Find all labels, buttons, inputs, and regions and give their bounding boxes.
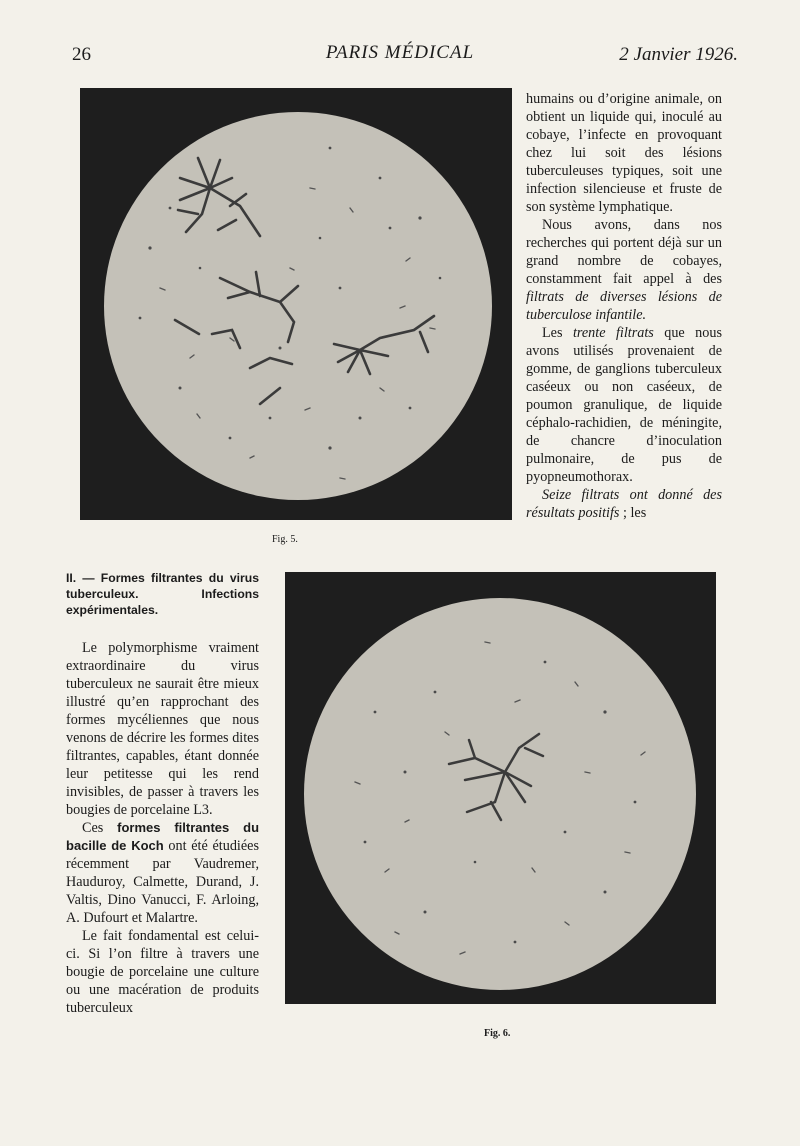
section-heading: II. — Formes filtrantes du virus tuberculeux. Infections expérimentales. [66, 571, 259, 617]
left-column-text [66, 570, 259, 1017]
page-number: 26 [72, 44, 91, 65]
figure-6-micrograph [285, 572, 716, 1004]
text-run: Ces [82, 820, 118, 836]
paragraph [526, 486, 722, 522]
paragraph [66, 819, 259, 927]
journal-title: PARIS MÉDICAL [325, 42, 475, 63]
text-run: ont été étudiées récemment par Vaudremer, Hauduroy, Calmette, Durand, J. Valtis, Dino Vanucci, F. Arloing, A. Dufourt et Malartre. [66, 838, 259, 926]
right-column-text [526, 90, 722, 522]
issue-date: 2 Janvier 1926. [619, 44, 738, 65]
figure-5-micrograph [80, 88, 512, 520]
bold-text: formes filtrantes du bacille de Koch [66, 820, 260, 853]
italic-text: Seize filtrats ont donné des résultats positifs [526, 487, 722, 521]
text-run: que nous avons utilisés provenaient de gomme, de ganglions tuberculeux caséeux ou non caséeux, de poumon granulique, de liquide céphalo-rachidien, de méningite, de chancre d’inoculation pulmonaire, de pus de pyopneumothorax. [526, 325, 722, 485]
paragraph: humains ou d’origine animale, on obtient un liquide qui, inoculé au cobaye, l’infecte en provoquant chez lui soit des lésions tuberculeuses typiques, soit une infection silencieuse et fruste de son système lymphatique. [526, 91, 722, 215]
figure-6-caption: Fig. 6. [484, 1028, 511, 1039]
italic-text: trente filtrats [572, 325, 654, 341]
running-head [0, 42, 800, 72]
text-run: Nous avons, dans nos recherches qui portent déjà sur un grand nombre de cobayes, constamment fait appel à des [526, 217, 722, 287]
micrograph-fig5-graphic [80, 88, 512, 520]
paragraph [526, 216, 722, 324]
paragraph: Le fait fondamental est celui-ci. Si l’on filtre à travers une bougie de porcelaine une culture ou une macération de produits tuberculeux [66, 928, 259, 1016]
paragraph: Le polymorphisme vraiment extraordinaire du virus tuberculeux ne saurait être mieux illustré qu’en rapprochant des formes mycéliennes que nous venons de décrire les formes dites filtrantes, capables, étant donnée leur petitesse qui les rend invisibles, de passer à travers les bougies de porcelaine L3. [66, 640, 259, 818]
text-run: ; les [619, 505, 647, 521]
italic-text: filtrats de diverses lésions de tuberculose infantile. [526, 289, 722, 323]
text-run: Les [542, 325, 573, 341]
micrograph-fig6-graphic [285, 572, 716, 1004]
figure-5-caption: Fig. 5. [272, 534, 298, 545]
paragraph [526, 324, 722, 486]
